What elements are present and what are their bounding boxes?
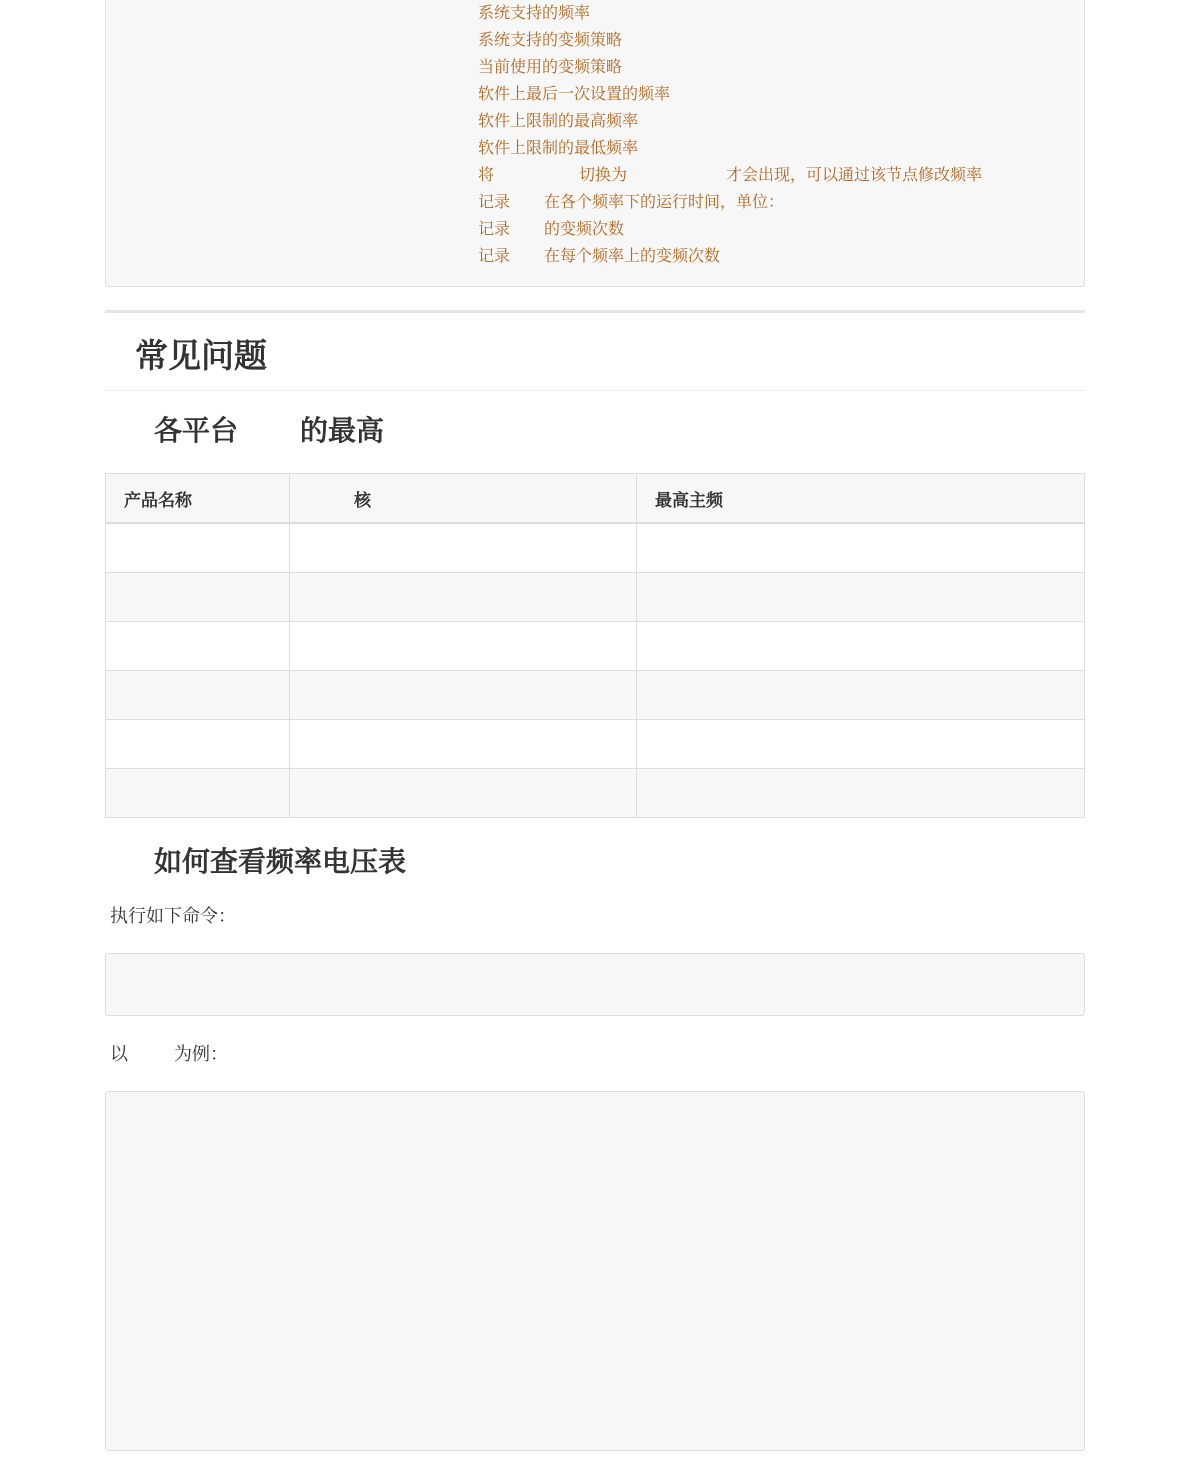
- code-block-cpufreq-attrs: [105, 0, 1085, 287]
- code-comment-line: [478, 215, 982, 242]
- table-cell: [637, 671, 1085, 720]
- example-output-code-block[interactable]: [105, 1091, 1085, 1451]
- comment-text: 记录: [478, 246, 511, 265]
- table-cell: [290, 523, 637, 573]
- column-header-product: 产品名称: [106, 474, 290, 524]
- code-comment-line: [478, 80, 982, 107]
- comment-text: 的变频次数: [544, 219, 625, 238]
- command-instruction: 执行如下命令：: [110, 906, 236, 927]
- code-comment-line: [478, 53, 982, 80]
- comment-text: 切换为: [579, 165, 628, 184]
- code-comment-line: [478, 26, 982, 53]
- section-title-faq: 常见问题: [105, 315, 1085, 391]
- table-cell: [637, 720, 1085, 769]
- example-text: 为例：: [174, 1044, 228, 1065]
- table-cell: [637, 769, 1085, 818]
- table-cell: [637, 573, 1085, 622]
- comment-text: 软件上限制的最低频率: [478, 138, 639, 157]
- table-row: [106, 573, 1085, 622]
- code-comment-line: [478, 242, 982, 269]
- heading-part: 的最高: [300, 414, 385, 447]
- comment-text: 软件上限制的最高频率: [478, 111, 639, 130]
- comment-text: 将: [478, 165, 495, 184]
- code-comment-line: [478, 161, 982, 188]
- table-cell: [106, 622, 290, 671]
- code-comment-line: [478, 188, 982, 215]
- table-row: [106, 622, 1085, 671]
- example-text: 以: [110, 1044, 128, 1065]
- table-cell: [637, 622, 1085, 671]
- table-cell: [637, 523, 1085, 573]
- column-header-max-freq: 最高主频: [637, 474, 1085, 524]
- comment-text: 软件上最后一次设置的频率: [478, 84, 671, 103]
- table-row: [106, 523, 1085, 573]
- table-cell: [106, 671, 290, 720]
- code-comments: [478, 0, 982, 269]
- heading-voltage-table: 如何查看频率电压表: [154, 845, 407, 878]
- comment-text: 系统支持的变频策略: [478, 30, 623, 49]
- code-comment-line: [478, 0, 982, 26]
- section-divider: [105, 310, 1085, 313]
- table-cell: [290, 573, 637, 622]
- heading-max-freq: [154, 409, 384, 449]
- code-comment-line: [478, 107, 982, 134]
- heading-part: 各平台: [154, 414, 239, 447]
- table-cell: [290, 769, 637, 818]
- table-row: [106, 769, 1085, 818]
- table-row: [106, 720, 1085, 769]
- table-cell: [106, 720, 290, 769]
- table-header-row: [106, 474, 1085, 524]
- table-row: [106, 671, 1085, 720]
- table-cell: [106, 769, 290, 818]
- table-cell: [290, 622, 637, 671]
- command-code-block[interactable]: [105, 953, 1085, 1016]
- table-cell: [106, 523, 290, 573]
- comment-text: 在各个频率下的运行时间，单位：: [544, 192, 785, 211]
- table-cell: [290, 720, 637, 769]
- example-instruction: [110, 1040, 228, 1066]
- table-cell: [290, 671, 637, 720]
- table-cell: [106, 573, 290, 622]
- comment-text: 记录: [478, 192, 511, 211]
- comment-text: 记录: [478, 219, 511, 238]
- code-comment-line: [478, 134, 982, 161]
- comment-text: 当前使用的变频策略: [478, 57, 623, 76]
- comment-text: 系统支持的频率: [478, 3, 591, 22]
- comment-text: 才会出现，可以通过该节点修改频率: [726, 165, 983, 184]
- comment-text: 在每个频率上的变频次数: [544, 246, 721, 265]
- max-freq-table: [105, 473, 1085, 818]
- column-header-cores: 核: [290, 474, 637, 524]
